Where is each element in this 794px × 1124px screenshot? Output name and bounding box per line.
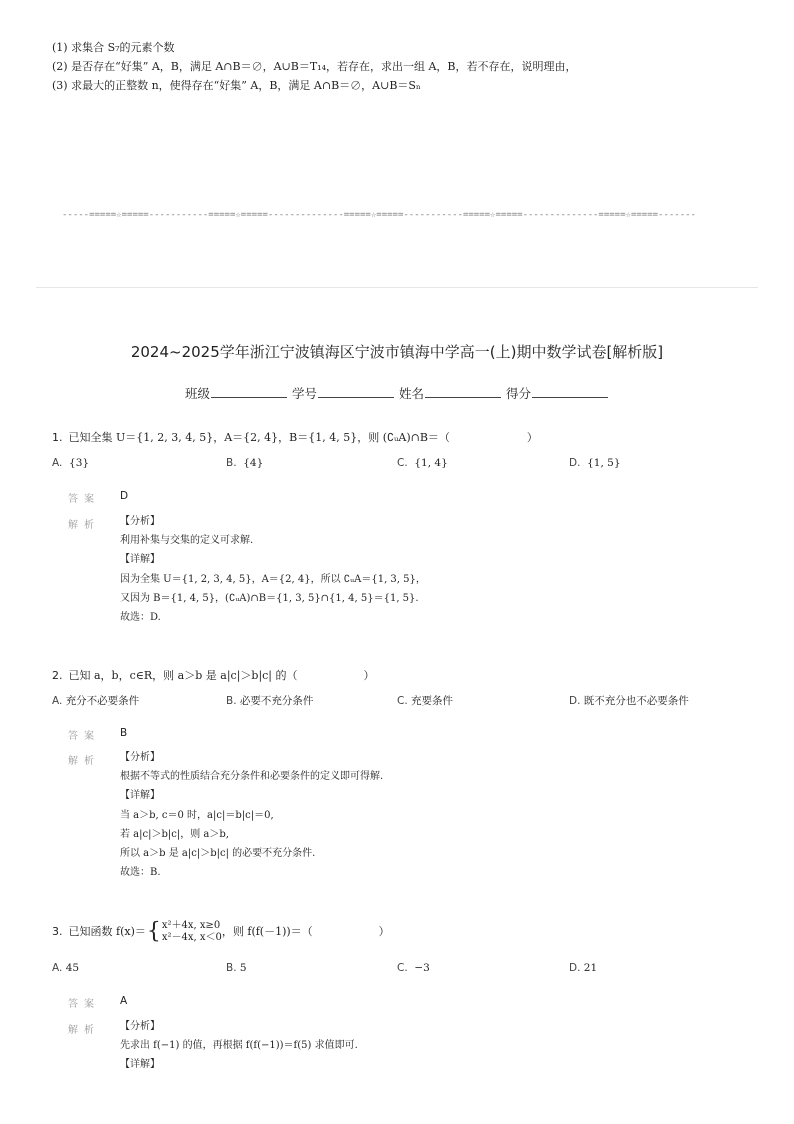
question-number: 1. bbox=[52, 431, 63, 444]
q2-option-d bbox=[569, 693, 689, 708]
decorative-divider: -----=====☆=====-----------=====☆=====--------------=====☆=====-----------=====☆=====--------------=====☆=====------- bbox=[62, 210, 696, 220]
analysis-line: 【详解】 bbox=[120, 554, 160, 566]
option-label: A. bbox=[52, 695, 63, 707]
option-text: 充要条件 bbox=[411, 695, 454, 707]
option-text: 既不充分也不必要条件 bbox=[583, 695, 689, 707]
option-text: {1, 4} bbox=[414, 457, 448, 469]
q2-answer: B bbox=[120, 727, 128, 739]
field-number-label: 学号 bbox=[291, 386, 317, 401]
option-label: A. bbox=[52, 962, 63, 974]
field-class-blank bbox=[211, 385, 287, 398]
option-label: B. bbox=[226, 695, 237, 707]
option-text: 充分不必要条件 bbox=[65, 695, 140, 707]
analysis-line: 当 a＞b, c＝0 时，a|c|＝b|c|＝0, bbox=[120, 809, 274, 821]
analysis-label: 解析 bbox=[68, 520, 100, 531]
answer-label: 答案 bbox=[68, 999, 100, 1010]
prev-question-part-1: (1) 求集合 S₇的元素个数 bbox=[52, 41, 175, 54]
q3-option-d bbox=[569, 962, 597, 974]
option-text: 21 bbox=[583, 962, 598, 974]
q3-option-a bbox=[52, 962, 79, 974]
q2-analysis bbox=[120, 748, 383, 882]
analysis-line: 所以 a＞b 是 a|c|＞b|c| 的必要不充分条件. bbox=[120, 848, 316, 860]
piecewise-case-2: x²－4x, x＜0 bbox=[161, 932, 222, 943]
field-number-blank bbox=[318, 385, 394, 398]
q1-analysis bbox=[120, 512, 426, 627]
field-class-label: 班级 bbox=[184, 386, 210, 401]
piecewise-cases bbox=[162, 920, 222, 944]
q3-option-c bbox=[397, 962, 430, 974]
option-label: B. bbox=[226, 962, 237, 974]
option-label: C. bbox=[397, 962, 408, 974]
q3-analysis bbox=[120, 1017, 358, 1075]
option-label: A. bbox=[52, 457, 63, 469]
analysis-line: 若 a|c|＞b|c|，则 a＞b, bbox=[120, 828, 229, 840]
analysis-line: 故选：D. bbox=[120, 612, 161, 624]
option-label: C. bbox=[397, 457, 408, 469]
analysis-line: 【分析】 bbox=[120, 1021, 160, 1032]
question-text-post: ，则 f(f(－1))＝（ ） bbox=[221, 925, 390, 938]
option-label: C. bbox=[397, 695, 408, 707]
analysis-line: 又因为 B＝{1, 4, 5}，(∁ᵤA)∩B＝{1, 3, 5}∩{1, 4, 5}＝{1, 5}. bbox=[120, 592, 419, 604]
question-text-pre: 已知函数 f(x)＝ bbox=[68, 925, 146, 938]
question-3-stem bbox=[52, 920, 390, 944]
field-score-label: 得分 bbox=[505, 386, 531, 401]
q1-option-a bbox=[52, 457, 89, 469]
answer-label: 答案 bbox=[68, 494, 100, 505]
analysis-line: 先求出 f(−1) 的值，再根据 f(f(−1))＝f(5) 求值即可. bbox=[120, 1040, 358, 1052]
question-number: 3. bbox=[52, 925, 63, 938]
option-text: {3} bbox=[69, 457, 90, 469]
q3-answer: A bbox=[120, 995, 128, 1007]
question-1-stem bbox=[52, 429, 538, 445]
option-text: {1, 5} bbox=[587, 457, 621, 469]
answer-label: 答案 bbox=[68, 731, 100, 742]
option-label: D. bbox=[569, 695, 581, 707]
option-label: D. bbox=[569, 962, 581, 974]
analysis-line: 利用补集与交集的定义可求解. bbox=[120, 535, 254, 547]
field-name-label: 姓名 bbox=[398, 386, 424, 401]
option-label: B. bbox=[226, 457, 237, 469]
student-info-row bbox=[0, 384, 794, 402]
q1-option-c bbox=[397, 457, 448, 469]
q1-option-d bbox=[569, 457, 621, 469]
piecewise-brace: { bbox=[146, 919, 161, 944]
page-separator bbox=[36, 287, 758, 288]
exam-title: 2024~2025学年浙江宁波镇海区宁波市镇海中学高一(上)期中数学试卷[解析版] bbox=[130, 343, 664, 361]
q1-option-b bbox=[226, 457, 263, 469]
analysis-line: 根据不等式的性质结合充分条件和必要条件的定义即可得解. bbox=[120, 771, 384, 783]
q3-option-b bbox=[226, 962, 247, 974]
q2-option-c bbox=[397, 693, 453, 708]
piecewise-case-1: x²＋4x, x≥0 bbox=[161, 920, 221, 931]
q2-option-a bbox=[52, 693, 139, 708]
analysis-line: 【分析】 bbox=[120, 516, 160, 527]
analysis-line: 【分析】 bbox=[120, 752, 160, 763]
option-text: 45 bbox=[65, 962, 80, 974]
prev-question-part-3: (3) 求最大的正整数 n，使得存在“好集” A，B，满足 A∩B＝∅，A∪B＝Sₙ bbox=[52, 79, 421, 92]
prev-question-part-2: (2) 是否存在“好集” A，B，满足 A∩B＝∅，A∪B＝T₁₄，若存在，求出一组 A，B，若不存在，说明理由， bbox=[52, 60, 577, 73]
option-text: −3 bbox=[414, 962, 430, 974]
question-number: 2. bbox=[52, 669, 63, 682]
analysis-line: 因为全集 U＝{1, 2, 3, 4, 5}，A＝{2, 4}，所以 ∁ᵤA＝{1, 3, 5}， bbox=[120, 573, 426, 585]
question-text: 已知全集 U＝{1, 2, 3, 4, 5}，A＝{2, 4}，B＝{1, 4, 5}，则 (∁ᵤA)∩B＝（ ） bbox=[68, 431, 538, 444]
option-label: D. bbox=[569, 457, 581, 469]
analysis-label: 解析 bbox=[68, 756, 100, 767]
q2-option-b bbox=[226, 693, 313, 708]
analysis-line: 【详解】 bbox=[120, 790, 160, 802]
analysis-line: 故选：B. bbox=[120, 867, 161, 879]
question-2-stem bbox=[52, 667, 375, 683]
option-text: {4} bbox=[243, 457, 264, 469]
analysis-line: 【详解】 bbox=[120, 1059, 160, 1071]
field-name-blank bbox=[425, 385, 501, 398]
analysis-label: 解析 bbox=[68, 1025, 100, 1036]
option-text: 必要不充分条件 bbox=[239, 695, 314, 707]
field-score-blank bbox=[532, 385, 608, 398]
option-text: 5 bbox=[239, 962, 247, 974]
q1-answer: D bbox=[120, 490, 129, 502]
question-text: 已知 a，b，c∈R，则 a＞b 是 a|c|＞b|c| 的（ ） bbox=[68, 669, 375, 682]
